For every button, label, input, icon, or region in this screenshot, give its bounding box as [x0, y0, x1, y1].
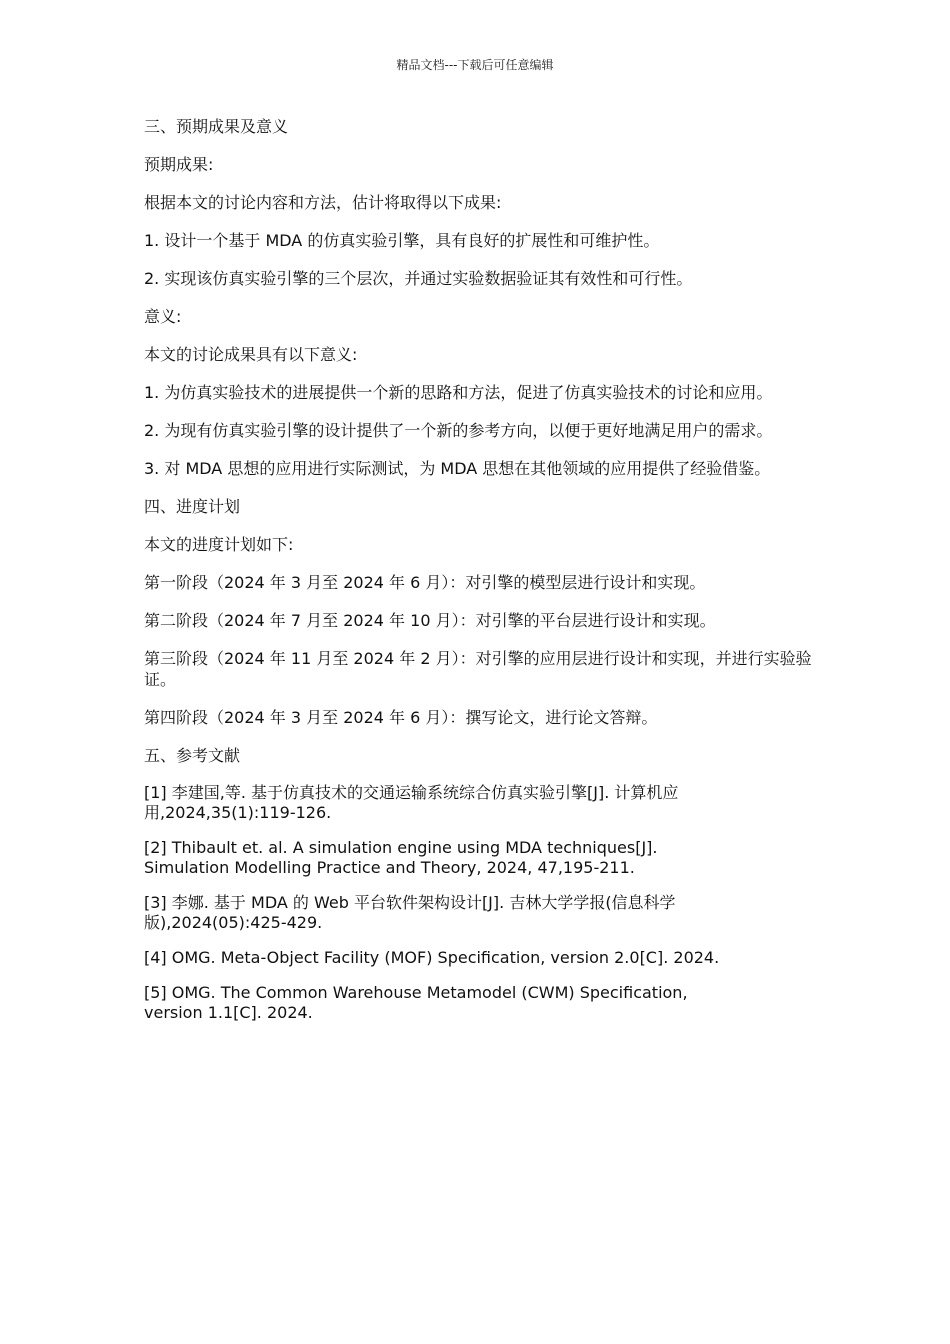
- expected-results-intro: 根据本文的讨论内容和方法，估计将取得以下成果:: [144, 193, 502, 212]
- reference-list: [144, 783, 824, 1023]
- document-body: [144, 116, 824, 1038]
- expected-result-item: 1. 设计一个基于 MDA 的仿真实验引擎，具有良好的扩展性和可维护性。: [144, 231, 660, 250]
- reference-item: [144, 893, 824, 933]
- reference-line: 用,2024,35(1):119-126.: [144, 803, 332, 822]
- significance-item: 3. 对 MDA 思想的应用进行实际测试，为 MDA 思想在其他领域的应用提供了经验借鉴。: [144, 459, 771, 478]
- reference-line: [1] 李建国,等. 基于仿真技术的交通运输系统综合仿真实验引擎[J]. 计算机应: [144, 783, 679, 802]
- page-header: 精品文档---下载后可任意编辑: [396, 58, 554, 72]
- reference-item: [144, 783, 824, 823]
- schedule-stage: 第四阶段（2024 年 3 月至 2024 年 6 月）：撰写论文，进行论文答辩。: [144, 708, 658, 727]
- reference-item: [144, 948, 824, 968]
- section-heading-references: 五、参考文献: [144, 746, 241, 765]
- reference-line: Simulation Modelling Practice and Theory, 2024, 47,195-211.: [144, 858, 635, 877]
- significance-item: 1. 为仿真实验技术的进展提供一个新的思路和方法，促进了仿真实验技术的讨论和应用。: [144, 383, 773, 402]
- reference-line: 版),2024(05):425-429.: [144, 913, 323, 932]
- reference-line: [3] 李娜. 基于 MDA 的 Web 平台软件架构设计[J]. 吉林大学学报(信息科学: [144, 893, 676, 912]
- significance-intro: 本文的讨论成果具有以下意义:: [144, 345, 358, 364]
- reference-line: version 1.1[C]. 2024.: [144, 1003, 313, 1022]
- section-heading-schedule: 四、进度计划: [144, 497, 241, 516]
- reference-line: [4] OMG. Meta-Object Facility (MOF) Specification, version 2.0[C]. 2024.: [144, 948, 720, 967]
- schedule-stage: 第二阶段（2024 年 7 月至 2024 年 10 月）：对引擎的平台层进行设计和实现。: [144, 611, 716, 630]
- schedule-stage: 第一阶段（2024 年 3 月至 2024 年 6 月）：对引擎的模型层进行设计和实现。: [144, 573, 706, 592]
- reference-line: [2] Thibault et. al. A simulation engine using MDA techniques[J].: [144, 838, 658, 857]
- schedule-intro: 本文的进度计划如下:: [144, 535, 294, 554]
- reference-item: [144, 838, 824, 878]
- section-heading-expected-results: 三、预期成果及意义: [144, 117, 289, 136]
- significance-label: 意义:: [144, 307, 182, 326]
- significance-item: 2. 为现有仿真实验引擎的设计提供了一个新的参考方向，以便于更好地满足用户的需求。: [144, 421, 773, 440]
- expected-results-label: 预期成果:: [144, 155, 214, 174]
- reference-item: [144, 983, 824, 1023]
- expected-result-item: 2. 实现该仿真实验引擎的三个层次，并通过实验数据验证其有效性和可行性。: [144, 269, 693, 288]
- schedule-stage: 第三阶段（2024 年 11 月至 2024 年 2 月）：对引擎的应用层进行设计和实现，并进行实验验证。: [144, 649, 812, 689]
- reference-line: [5] OMG. The Common Warehouse Metamodel (CWM) Specification,: [144, 983, 688, 1002]
